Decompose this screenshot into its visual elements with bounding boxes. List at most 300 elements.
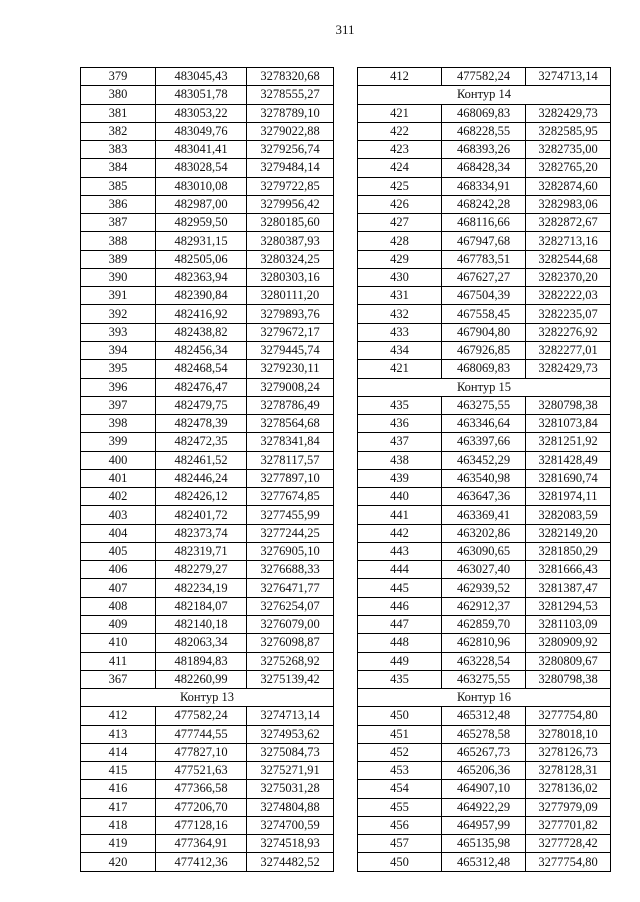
- coordinate-first-cell: 482959,50: [156, 214, 247, 232]
- table-row: [81, 634, 334, 652]
- coordinate-first-cell: 463027,40: [442, 561, 526, 579]
- coordinate-first-cell: 477582,24: [156, 707, 247, 725]
- coordinate-first-cell: 482472,35: [156, 433, 247, 451]
- point-number-cell: 402: [81, 488, 156, 506]
- coordinate-second-cell: 3278786,49: [247, 396, 334, 414]
- coordinate-first-cell: 477364,91: [156, 835, 247, 853]
- coordinate-second-cell: 3282765,20: [526, 159, 611, 177]
- point-number-cell: 381: [81, 104, 156, 122]
- coordinate-first-cell: 482416,92: [156, 305, 247, 323]
- coordinate-second-cell: 3277244,25: [247, 524, 334, 542]
- coordinate-second-cell: 3277455,99: [247, 506, 334, 524]
- point-number-cell: 439: [358, 469, 442, 487]
- point-number-cell: 451: [358, 725, 442, 743]
- coordinate-first-cell: 468069,83: [442, 360, 526, 378]
- table-row: [358, 177, 611, 195]
- table-row: [358, 780, 611, 798]
- coordinate-second-cell: 3280303,16: [247, 268, 334, 286]
- table-row: [358, 214, 611, 232]
- point-number-cell: 412: [358, 68, 442, 86]
- coordinate-second-cell: 3281428,49: [526, 451, 611, 469]
- coordinate-second-cell: 3277754,80: [526, 707, 611, 725]
- coordinate-first-cell: 465267,73: [442, 743, 526, 761]
- coordinate-first-cell: 482461,52: [156, 451, 247, 469]
- coordinate-first-cell: 464922,29: [442, 798, 526, 816]
- point-number-cell: 386: [81, 195, 156, 213]
- coordinate-second-cell: 3274700,59: [247, 816, 334, 834]
- coordinate-first-cell: 462859,70: [442, 615, 526, 633]
- coordinate-first-cell: 465312,48: [442, 853, 526, 871]
- coordinate-second-cell: 3277701,82: [526, 816, 611, 834]
- coordinate-first-cell: 482468,54: [156, 360, 247, 378]
- point-number-cell: 387: [81, 214, 156, 232]
- coordinate-first-cell: 467926,85: [442, 341, 526, 359]
- table-row: [81, 433, 334, 451]
- table-row: [81, 360, 334, 378]
- table-row: [81, 798, 334, 816]
- point-number-cell: 384: [81, 159, 156, 177]
- coordinate-first-cell: 482446,24: [156, 469, 247, 487]
- coordinate-second-cell: 3278555,27: [247, 86, 334, 104]
- point-number-cell: 425: [358, 177, 442, 195]
- coordinate-first-cell: 467558,45: [442, 305, 526, 323]
- point-number-cell: 404: [81, 524, 156, 542]
- point-number-cell: 400: [81, 451, 156, 469]
- coordinate-second-cell: 3278789,10: [247, 104, 334, 122]
- table-row: [81, 762, 334, 780]
- coordinate-first-cell: 468069,83: [442, 104, 526, 122]
- table-row: [358, 469, 611, 487]
- coordinate-first-cell: 462810,96: [442, 634, 526, 652]
- point-number-cell: 394: [81, 341, 156, 359]
- point-number-cell: 452: [358, 743, 442, 761]
- coordinate-second-cell: 3278320,68: [247, 68, 334, 86]
- table-row: [358, 579, 611, 597]
- point-number-cell: 395: [81, 360, 156, 378]
- coordinate-first-cell: 482319,71: [156, 542, 247, 560]
- coordinate-first-cell: 481894,83: [156, 652, 247, 670]
- coordinate-second-cell: 3280185,60: [247, 214, 334, 232]
- point-number-cell: 454: [358, 780, 442, 798]
- coordinate-second-cell: 3278341,84: [247, 433, 334, 451]
- coordinate-first-cell: 477582,24: [442, 68, 526, 86]
- coordinate-second-cell: 3280798,38: [526, 670, 611, 688]
- table-row: [81, 652, 334, 670]
- table-row: [358, 816, 611, 834]
- point-number-cell: 367: [81, 670, 156, 688]
- coordinate-second-cell: 3282585,95: [526, 122, 611, 140]
- table-row: [358, 835, 611, 853]
- point-number-cell: 426: [358, 195, 442, 213]
- coordinate-first-cell: 462912,37: [442, 597, 526, 615]
- table-row: [81, 341, 334, 359]
- coordinate-first-cell: 482478,39: [156, 415, 247, 433]
- coordinate-second-cell: 3281974,11: [526, 488, 611, 506]
- coordinate-first-cell: 463275,55: [442, 670, 526, 688]
- table-row: [358, 853, 611, 871]
- coordinate-first-cell: 468393,26: [442, 141, 526, 159]
- point-number-cell: 401: [81, 469, 156, 487]
- coordinate-first-cell: 482063,34: [156, 634, 247, 652]
- coordinate-first-cell: 482476,47: [156, 378, 247, 396]
- contour-label: Контур 13: [81, 689, 334, 707]
- table-row: [358, 305, 611, 323]
- point-number-cell: 415: [81, 762, 156, 780]
- coordinate-second-cell: 3274518,93: [247, 835, 334, 853]
- coordinate-first-cell: 463228,54: [442, 652, 526, 670]
- point-number-cell: 390: [81, 268, 156, 286]
- coordinate-second-cell: 3281294,53: [526, 597, 611, 615]
- point-number-cell: 424: [358, 159, 442, 177]
- coordinate-second-cell: 3277728,42: [526, 835, 611, 853]
- point-number-cell: 380: [81, 86, 156, 104]
- table-row: [358, 104, 611, 122]
- table-row: [358, 415, 611, 433]
- point-number-cell: 435: [358, 396, 442, 414]
- coordinate-second-cell: 3279893,76: [247, 305, 334, 323]
- coordinate-first-cell: 477827,10: [156, 743, 247, 761]
- table-row: [81, 122, 334, 140]
- point-number-cell: 429: [358, 250, 442, 268]
- table-row: [358, 615, 611, 633]
- table-row: [358, 652, 611, 670]
- point-number-cell: 455: [358, 798, 442, 816]
- coordinate-second-cell: 3276079,00: [247, 615, 334, 633]
- table-row: [81, 488, 334, 506]
- point-number-cell: 450: [358, 853, 442, 871]
- coordinate-first-cell: 483028,54: [156, 159, 247, 177]
- coordinate-first-cell: 482140,18: [156, 615, 247, 633]
- coordinate-second-cell: 3282874,60: [526, 177, 611, 195]
- coordinate-first-cell: 468242,28: [442, 195, 526, 213]
- coordinate-first-cell: 477128,16: [156, 816, 247, 834]
- point-number-cell: 440: [358, 488, 442, 506]
- table-row: [358, 287, 611, 305]
- table-row: [81, 415, 334, 433]
- coordinate-first-cell: 483045,43: [156, 68, 247, 86]
- table-row: [358, 725, 611, 743]
- table-row: [81, 561, 334, 579]
- table-row: [81, 305, 334, 323]
- coordinate-first-cell: 463452,29: [442, 451, 526, 469]
- table-row: [81, 378, 334, 396]
- table-row: [358, 634, 611, 652]
- coordinate-first-cell: 482426,12: [156, 488, 247, 506]
- coordinate-first-cell: 467783,51: [442, 250, 526, 268]
- point-number-cell: 436: [358, 415, 442, 433]
- table-row: [358, 232, 611, 250]
- table-row: [81, 323, 334, 341]
- point-number-cell: 414: [81, 743, 156, 761]
- coordinate-first-cell: 477744,55: [156, 725, 247, 743]
- point-number-cell: 431: [358, 287, 442, 305]
- coordinate-second-cell: 3274482,52: [247, 853, 334, 871]
- coordinate-first-cell: 482401,72: [156, 506, 247, 524]
- point-number-cell: 447: [358, 615, 442, 633]
- page-number: 311: [335, 22, 355, 37]
- point-number-cell: 407: [81, 579, 156, 597]
- coordinate-second-cell: 3282713,16: [526, 232, 611, 250]
- table-row: [81, 214, 334, 232]
- coordinate-first-cell: 468228,55: [442, 122, 526, 140]
- coordinate-second-cell: 3279484,14: [247, 159, 334, 177]
- coordinate-second-cell: 3281251,92: [526, 433, 611, 451]
- coordinate-first-cell: 465278,58: [442, 725, 526, 743]
- table-row: [358, 195, 611, 213]
- coordinate-first-cell: 463346,64: [442, 415, 526, 433]
- table-row: [358, 159, 611, 177]
- coordinate-first-cell: 463090,65: [442, 542, 526, 560]
- point-number-cell: 453: [358, 762, 442, 780]
- table-row: [81, 159, 334, 177]
- point-number-cell: 397: [81, 396, 156, 414]
- coordinate-first-cell: 483041,41: [156, 141, 247, 159]
- coordinate-first-cell: 482363,94: [156, 268, 247, 286]
- table-row: [81, 195, 334, 213]
- coordinate-first-cell: 477206,70: [156, 798, 247, 816]
- contour-label: Контур 15: [358, 378, 611, 396]
- table-row: [358, 762, 611, 780]
- contour-label: Контур 16: [358, 689, 611, 707]
- coordinate-second-cell: 3280387,93: [247, 232, 334, 250]
- point-number-cell: 379: [81, 68, 156, 86]
- table-row: [81, 853, 334, 871]
- coordinate-first-cell: 467904,80: [442, 323, 526, 341]
- coordinate-second-cell: 3278564,68: [247, 415, 334, 433]
- point-number-cell: 434: [358, 341, 442, 359]
- contour-header-row: [358, 86, 611, 104]
- point-number-cell: 405: [81, 542, 156, 560]
- table-row: [81, 68, 334, 86]
- point-number-cell: 421: [358, 104, 442, 122]
- point-number-cell: 417: [81, 798, 156, 816]
- contour-header-row: [358, 689, 611, 707]
- point-number-cell: 430: [358, 268, 442, 286]
- point-number-cell: 423: [358, 141, 442, 159]
- coordinate-first-cell: 483010,08: [156, 177, 247, 195]
- table-row: [358, 250, 611, 268]
- coordinate-second-cell: 3277979,09: [526, 798, 611, 816]
- coordinate-first-cell: 482438,82: [156, 323, 247, 341]
- point-number-cell: 393: [81, 323, 156, 341]
- coordinate-first-cell: 467627,27: [442, 268, 526, 286]
- coordinate-second-cell: 3282276,92: [526, 323, 611, 341]
- table-row: [81, 597, 334, 615]
- point-number-cell: 382: [81, 122, 156, 140]
- point-number-cell: 409: [81, 615, 156, 633]
- coordinate-second-cell: 3279672,17: [247, 323, 334, 341]
- coordinate-first-cell: 465135,98: [442, 835, 526, 853]
- coordinate-second-cell: 3280324,25: [247, 250, 334, 268]
- table-row: [358, 542, 611, 560]
- coordinate-second-cell: 3276688,33: [247, 561, 334, 579]
- coordinate-second-cell: 3277674,85: [247, 488, 334, 506]
- contour-label: Контур 14: [358, 86, 611, 104]
- coordinate-second-cell: 3274804,88: [247, 798, 334, 816]
- point-number-cell: 444: [358, 561, 442, 579]
- point-number-cell: 421: [358, 360, 442, 378]
- table-row: [81, 232, 334, 250]
- coordinate-second-cell: 3279230,11: [247, 360, 334, 378]
- table-row: [358, 141, 611, 159]
- coordinate-second-cell: 3280909,92: [526, 634, 611, 652]
- coordinates-table-left: [80, 67, 334, 872]
- point-number-cell: 408: [81, 597, 156, 615]
- coordinate-first-cell: 477366,58: [156, 780, 247, 798]
- coordinate-first-cell: 482987,00: [156, 195, 247, 213]
- coordinate-second-cell: 3278128,31: [526, 762, 611, 780]
- coordinate-first-cell: 482931,15: [156, 232, 247, 250]
- table-row: [358, 451, 611, 469]
- point-number-cell: 410: [81, 634, 156, 652]
- coordinate-second-cell: 3278117,57: [247, 451, 334, 469]
- point-number-cell: 443: [358, 542, 442, 560]
- coordinate-second-cell: 3281850,29: [526, 542, 611, 560]
- table-row: [81, 524, 334, 542]
- coordinate-first-cell: 468116,66: [442, 214, 526, 232]
- coordinate-first-cell: 463202,86: [442, 524, 526, 542]
- table-row: [81, 707, 334, 725]
- coordinate-second-cell: 3282222,03: [526, 287, 611, 305]
- coordinate-second-cell: 3277754,80: [526, 853, 611, 871]
- coordinate-first-cell: 483053,22: [156, 104, 247, 122]
- coordinate-first-cell: 463647,36: [442, 488, 526, 506]
- coordinate-first-cell: 482505,06: [156, 250, 247, 268]
- coordinate-second-cell: 3279022,88: [247, 122, 334, 140]
- coordinate-second-cell: 3276098,87: [247, 634, 334, 652]
- coordinate-first-cell: 482456,34: [156, 341, 247, 359]
- point-number-cell: 406: [81, 561, 156, 579]
- point-number-cell: 442: [358, 524, 442, 542]
- table-row: [358, 268, 611, 286]
- point-number-cell: 433: [358, 323, 442, 341]
- coordinate-first-cell: 482184,07: [156, 597, 247, 615]
- contour-header-row: [81, 689, 334, 707]
- point-number-cell: 412: [81, 707, 156, 725]
- coordinate-first-cell: 482373,74: [156, 524, 247, 542]
- table-row: [81, 287, 334, 305]
- coordinate-second-cell: 3274953,62: [247, 725, 334, 743]
- coordinate-second-cell: 3282149,20: [526, 524, 611, 542]
- table-row: [81, 725, 334, 743]
- point-number-cell: 383: [81, 141, 156, 159]
- table-row: [358, 68, 611, 86]
- point-number-cell: 437: [358, 433, 442, 451]
- table-row: [358, 597, 611, 615]
- table-row: [81, 816, 334, 834]
- table-row: [358, 433, 611, 451]
- coordinate-second-cell: 3277897,10: [247, 469, 334, 487]
- table-row: [358, 743, 611, 761]
- point-number-cell: 428: [358, 232, 442, 250]
- point-number-cell: 448: [358, 634, 442, 652]
- coordinate-second-cell: 3275031,28: [247, 780, 334, 798]
- coordinate-second-cell: 3275084,73: [247, 743, 334, 761]
- table-row: [81, 579, 334, 597]
- coordinate-second-cell: 3279956,42: [247, 195, 334, 213]
- coordinate-first-cell: 483049,76: [156, 122, 247, 140]
- coordinate-first-cell: 464907,10: [442, 780, 526, 798]
- table-row: [358, 798, 611, 816]
- point-number-cell: 411: [81, 652, 156, 670]
- table-row: [358, 670, 611, 688]
- table-row: [81, 104, 334, 122]
- coordinate-second-cell: 3281690,74: [526, 469, 611, 487]
- point-number-cell: 457: [358, 835, 442, 853]
- table-row: [358, 561, 611, 579]
- table-row: [81, 670, 334, 688]
- coordinate-second-cell: 3275268,92: [247, 652, 334, 670]
- coordinate-first-cell: 477412,36: [156, 853, 247, 871]
- point-number-cell: 413: [81, 725, 156, 743]
- point-number-cell: 445: [358, 579, 442, 597]
- coordinate-first-cell: 468334,91: [442, 177, 526, 195]
- coordinate-first-cell: 477521,63: [156, 762, 247, 780]
- coordinates-table-right: [357, 67, 611, 872]
- point-number-cell: 422: [358, 122, 442, 140]
- point-number-cell: 456: [358, 816, 442, 834]
- contour-header-row: [358, 378, 611, 396]
- table-row: [358, 323, 611, 341]
- table-row: [81, 141, 334, 159]
- coordinate-second-cell: 3282983,06: [526, 195, 611, 213]
- table-row: [358, 341, 611, 359]
- coordinate-second-cell: 3280809,67: [526, 652, 611, 670]
- coordinate-first-cell: 483051,78: [156, 86, 247, 104]
- coordinate-second-cell: 3282544,68: [526, 250, 611, 268]
- table-row: [81, 250, 334, 268]
- coordinate-first-cell: 463369,41: [442, 506, 526, 524]
- coordinate-first-cell: 482234,19: [156, 579, 247, 597]
- table-row: [81, 86, 334, 104]
- point-number-cell: 446: [358, 597, 442, 615]
- table-row: [81, 506, 334, 524]
- coordinate-second-cell: 3274713,14: [526, 68, 611, 86]
- point-number-cell: 388: [81, 232, 156, 250]
- point-number-cell: 427: [358, 214, 442, 232]
- table-row: [81, 743, 334, 761]
- table-row: [358, 707, 611, 725]
- coordinate-second-cell: 3281387,47: [526, 579, 611, 597]
- point-number-cell: 416: [81, 780, 156, 798]
- point-number-cell: 392: [81, 305, 156, 323]
- point-number-cell: 435: [358, 670, 442, 688]
- coordinate-first-cell: 467504,39: [442, 287, 526, 305]
- table-row: [81, 177, 334, 195]
- coordinate-second-cell: 3274713,14: [247, 707, 334, 725]
- point-number-cell: 396: [81, 378, 156, 396]
- point-number-cell: 449: [358, 652, 442, 670]
- coordinate-first-cell: 468428,34: [442, 159, 526, 177]
- coordinate-second-cell: 3276905,10: [247, 542, 334, 560]
- coordinate-second-cell: 3281073,84: [526, 415, 611, 433]
- coordinate-second-cell: 3279008,24: [247, 378, 334, 396]
- coordinate-second-cell: 3281103,09: [526, 615, 611, 633]
- coordinate-first-cell: 482479,75: [156, 396, 247, 414]
- point-number-cell: 403: [81, 506, 156, 524]
- coordinate-first-cell: 482279,27: [156, 561, 247, 579]
- table-row: [81, 469, 334, 487]
- table-row: [358, 360, 611, 378]
- coordinate-second-cell: 3279722,85: [247, 177, 334, 195]
- point-number-cell: 441: [358, 506, 442, 524]
- coordinate-second-cell: 3275139,42: [247, 670, 334, 688]
- point-number-cell: 391: [81, 287, 156, 305]
- coordinate-second-cell: 3276471,77: [247, 579, 334, 597]
- point-number-cell: 420: [81, 853, 156, 871]
- coordinate-second-cell: 3279256,74: [247, 141, 334, 159]
- coordinate-second-cell: 3279445,74: [247, 341, 334, 359]
